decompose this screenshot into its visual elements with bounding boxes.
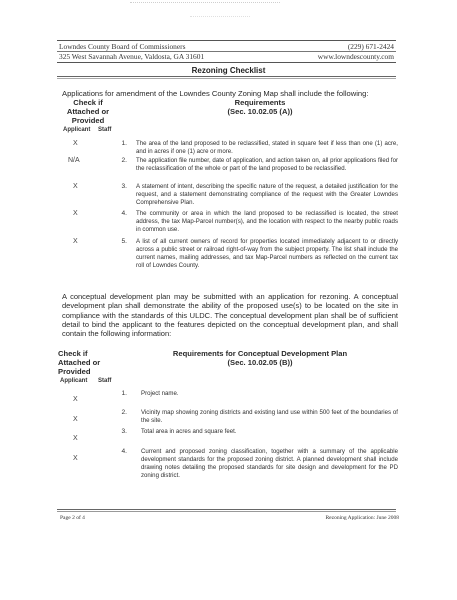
staff-label: Staff xyxy=(98,127,112,133)
requirement-text: Total area in acres and square feet. xyxy=(141,428,237,435)
item-number: 4. xyxy=(121,448,127,455)
footer-divider xyxy=(57,511,396,512)
page-number: Page 2 of 4 xyxy=(60,515,85,521)
item-number: 3. xyxy=(121,183,127,190)
item-number: 3. xyxy=(121,428,127,435)
document-footer: Rezoning Application: June 2008 xyxy=(325,515,399,521)
check-column-heading: Check if Attached or Provided xyxy=(66,98,110,125)
requirement-text: The application file number, date of application, and action taken on, all prior applications filed for the reclassification of the whole or part of the land proposed to be reclassified. xyxy=(136,157,398,172)
staff-label: Staff xyxy=(98,378,112,384)
item-number: 2. xyxy=(121,409,127,416)
footer-divider xyxy=(57,509,396,510)
scan-artifact xyxy=(190,16,250,19)
title-divider xyxy=(57,76,396,77)
checkbox-mark[interactable]: X xyxy=(73,183,78,190)
org-phone: (229) 671-2424 xyxy=(347,42,394,51)
intro-text: Applications for amendment of the Lowndes County Zoning Map shall include the following: xyxy=(62,89,369,98)
checkbox-mark[interactable]: X xyxy=(73,396,78,403)
checkbox-mark[interactable]: X xyxy=(73,455,78,462)
requirement-text: Vicinity map showing zoning districts and existing land use within 500 feet of the boundaries of the site. xyxy=(141,409,398,424)
checkbox-mark[interactable]: X xyxy=(73,238,78,245)
checkbox-mark[interactable]: N/A xyxy=(68,157,80,164)
requirement-text: The area of the land proposed to be reclassified, stated in square feet if less than one (1) acre, and in acres if one (1) acre or more. xyxy=(136,140,398,155)
requirement-text: Current and proposed zoning classification, together with a summary of the applicable development standards for the proposed zoning district. A planned development shall include drawing notes detailing the proposed standards for site design and development for the PD zoning district. xyxy=(141,448,398,479)
requirement-text: The community or area in which the land proposed to be reclassified is located, the street address, the tax Map-Parcel number(s), and the location with respect to the nearby public roads in common use. xyxy=(136,210,398,233)
letterhead-contact xyxy=(318,42,394,61)
requirement-text: A list of all current owners of record for properties located immediately adjacent to or directly across a public street or railroad right-of-way from the subject property. The list shall include the current names, mailing addresses, and tax Map-Parcel numbers as reflected on the current tax roll of Lowndes County. xyxy=(136,238,398,269)
requirement-text: Project name. xyxy=(141,390,179,397)
page-title: Rezoning Checklist xyxy=(191,66,266,75)
checkbox-mark[interactable]: X xyxy=(73,140,78,147)
org-website: www.lowndescounty.com xyxy=(317,51,394,61)
letterhead xyxy=(57,40,396,63)
check-column-heading: Check if Attached or Provided xyxy=(58,349,101,376)
org-name: Lowndes County Board of Commissioners xyxy=(59,42,186,51)
applicant-label: Applicant xyxy=(60,378,88,384)
title-divider xyxy=(57,78,396,79)
item-number: 1. xyxy=(121,140,127,147)
requirements-heading: Requirements for Conceptual Development Plan (Sec. 10.02.05 (B)) xyxy=(172,349,348,367)
checkbox-mark[interactable]: X xyxy=(73,416,78,423)
checkbox-mark[interactable]: X xyxy=(73,435,78,442)
item-number: 5. xyxy=(121,238,127,245)
item-number: 2. xyxy=(121,157,127,164)
item-number: 1. xyxy=(121,390,127,397)
applicant-label: Applicant xyxy=(63,127,91,133)
requirements-heading: Requirements (Sec. 10.02.05 (A)) xyxy=(227,98,293,116)
scan-artifact xyxy=(130,2,280,6)
checkbox-mark[interactable]: X xyxy=(73,210,78,217)
conceptual-plan-paragraph: A conceptual development plan may be submitted with an application for rezoning. A conceptual development plan shall demonstrate the ability of the proposed use(s) to be located on the site in compliance with the standards of this ULDC. The conceptual development plan shall be of sufficient detail to bind the applicant to the features depicted on the conceptual development plan, and shall contain the following information: xyxy=(62,292,398,339)
org-address: 325 West Savannah Avenue, Valdosta, GA 31601 xyxy=(59,51,205,61)
requirement-text: A statement of intent, describing the specific nature of the request, a detailed justification for the request, and a statement demonstrating compliance of the request with the Greater Lowndes Comprehensive Plan. xyxy=(136,183,398,206)
item-number: 4. xyxy=(121,210,127,217)
